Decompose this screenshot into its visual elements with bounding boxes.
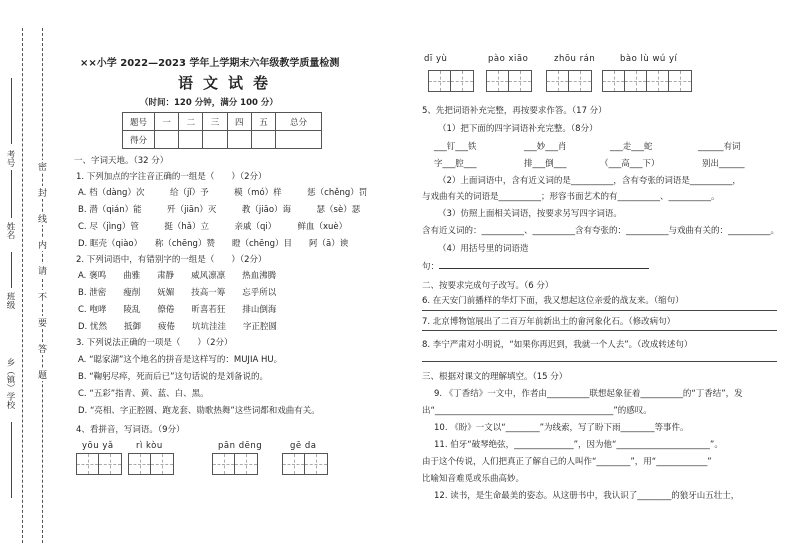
q4-pinyin: pān dēng: [218, 441, 263, 451]
q12-text: 12. 读书，是生命最美的姿态。从这册书中，我认识了________的狼牙山五壮士，: [434, 491, 740, 501]
q10-text: 10. 《盼》一文以“________”为线索，写了盼下雨________等事件。: [434, 423, 689, 433]
exam-title: 语文试卷: [178, 74, 279, 92]
time-score: （时间：120 分钟，满分 100 分）: [140, 98, 278, 108]
q11-line2: 由于这个传说，人们把真正了解自己的人叫作“________”，用“____________”: [422, 457, 712, 467]
seal-char: 内: [37, 238, 48, 251]
q5-blank[interactable]: ___妙___肖: [524, 142, 567, 152]
q2-option-b: B. 泄密 瘦削 妩媚 技高一筹 忘乎所以: [78, 288, 277, 298]
q1-option-b: B. 潜（qián）能 歼（jiān）灭 教（jiāo）诲 瑟（sè）瑟: [78, 205, 361, 215]
xuexiao-label: 乡（镇）学校: [5, 358, 15, 409]
top-pinyin: pào xiāo: [488, 54, 529, 64]
binding-dashed-line-outer: [22, 28, 23, 543]
q3-option-b: B. “鞠躬尽瘁，死而后已”这句话说的是刘备说的。: [78, 372, 269, 382]
q11-line3: 比喻知音难觅或乐曲高妙。: [422, 474, 525, 484]
xingming-label: 姓名: [5, 222, 15, 239]
q1-option-d: D. 眶壳（qiào） 称（chēng）赞 瞪（chēng）目 阿（ā）谀: [78, 239, 349, 249]
seal-char: 答: [37, 342, 48, 355]
q5-blank[interactable]: ___走___蛇: [610, 142, 653, 152]
writing-grid[interactable]: [486, 70, 532, 92]
q5-blank[interactable]: 别出______: [702, 159, 745, 169]
banji-field[interactable]: [11, 252, 12, 288]
score-row-label: 得分: [123, 131, 155, 149]
score-header-cell: 五: [251, 113, 275, 131]
q5-sub1: （1）把下面的四字词语补充完整。（8分）: [438, 124, 598, 134]
banji-label: 班级: [5, 292, 15, 309]
kaohao-label: 考号: [5, 150, 15, 167]
q5-sub3: （3）仿照上面相关词语，按要求另写四字词语。: [438, 209, 622, 219]
kaohao-field[interactable]: [11, 78, 12, 144]
q1-option-a: A. 档（dàng）次 给（jǐ）予 模（mó）样 惩（chěng）罚: [78, 188, 368, 198]
q5-blank[interactable]: ______有词: [698, 142, 741, 152]
q4-stem: 4、看拼音，写词语。（9分）: [76, 425, 185, 435]
q8-text: 8. 李宁严肃对小明说，“如果你再迟到，我就一个人去”。（改成转述句）: [422, 340, 693, 350]
score-cell[interactable]: [251, 131, 275, 149]
writing-grid[interactable]: [602, 70, 692, 92]
writing-grid[interactable]: [282, 453, 328, 475]
q5-blank[interactable]: ___钉___铁: [434, 142, 477, 152]
q3-option-c: C. “五彩”指青、黄、蓝、白、黑。: [78, 389, 209, 399]
q7-text: 7. 北京博物馆展出了二百万年前新出土的畲河象化石。（修改病句）: [422, 317, 676, 327]
score-header-cell: 总分: [276, 113, 322, 131]
seal-char: 要: [37, 316, 48, 329]
binding-dashed-line-inner: [42, 28, 43, 543]
seal-char: 密: [37, 160, 48, 173]
seal-char: 不: [37, 290, 48, 303]
q2-option-c: C. 咆哮 陵乱 僚倦 昕喜若狂 排山倒海: [78, 305, 277, 315]
q1-option-c: C. 尽（jìng）管 挺（hǎ）立 亲戚（qi） 鲜血（xuè）: [78, 222, 348, 232]
q2-option-a: A. 褒鸣 曲雅 肃静 威风凛凛 热血沸腾: [78, 271, 277, 281]
q3-option-a: A. “聪家湖”这个地名的拼音是这样写的：MUJIA HU。: [78, 355, 283, 365]
right-column: [420, 0, 790, 550]
left-column: [74, 0, 408, 550]
q6-answer-line[interactable]: [422, 310, 777, 311]
writing-grid[interactable]: [428, 70, 474, 92]
q9-line1: 9. 《丁香结》一文中，作者由__________联想起象征着__________的“丁香结”，发: [434, 389, 743, 399]
seal-char: 封: [37, 186, 48, 199]
score-header-cell: 二: [179, 113, 203, 131]
q5-blank[interactable]: 排___倒___: [524, 159, 567, 169]
xingming-field[interactable]: [11, 170, 12, 218]
q3-stem: 3. 下列说法正确的一项是（ ）（2分）: [76, 338, 233, 348]
q11-line1: 11. 伯牙“破琴绝弦，______________”，因为他“______________________”。: [434, 440, 723, 450]
q8-answer-line[interactable]: [422, 361, 777, 362]
score-cell[interactable]: [276, 131, 322, 149]
q9-line2: 出“__________________________________________”的感叹。: [422, 406, 652, 416]
score-header-cell: 题号: [123, 113, 155, 131]
writing-grid[interactable]: [546, 70, 592, 92]
score-cell[interactable]: [179, 131, 203, 149]
q5-stem: 5、先把词语补充完整，再按要求作答。（17 分）: [422, 106, 607, 116]
section1-heading: 一、字词天地。（32 分）: [74, 156, 169, 166]
top-pinyin: bào lù wú yí: [620, 54, 678, 64]
score-header-cell: 四: [227, 113, 251, 131]
q5-sub3-line: 含有近义词的：__________、__________含有夸张的：__________与戏曲有关的：__________。: [422, 226, 780, 236]
section3-heading: 三、根据对课文的理解填空。（15 分）: [422, 372, 568, 382]
score-cell[interactable]: [203, 131, 227, 149]
q5-sub4: （4）用括号里的词语造: [438, 244, 529, 254]
seal-char: 线: [37, 212, 48, 225]
section2-heading: 二、按要求完成句子改写。（6 分）: [422, 281, 554, 291]
q5-sub2-line2: 与戏曲有关的词语是__________；形容书面艺术的有__________、__________。: [422, 192, 720, 202]
score-table: [122, 112, 322, 149]
q6-text: 6. 在天安门前播样的华灯下面，我又想起这位亲爱的战友来。（缩句）: [422, 296, 684, 306]
q2-option-d: D. 忧然 抵御 疲倦 坑坑洼洼 字正腔圆: [78, 322, 277, 332]
q4-pinyin: rì kòu: [136, 441, 163, 451]
q2-stem: 2. 下列词语中，有错别字的一组是（ ）（2分）: [76, 255, 267, 265]
q5-blank[interactable]: 字___腔___: [434, 159, 477, 169]
score-header-cell: 一: [155, 113, 179, 131]
q5-blank[interactable]: （___高___下）: [600, 159, 660, 169]
school-title: ××小学 2022—2023 学年上学期末六年级教学质量检测: [80, 58, 340, 69]
score-cell[interactable]: [227, 131, 251, 149]
top-pinyin: dī yù: [424, 54, 448, 64]
seal-char: 请: [37, 264, 48, 277]
writing-grid[interactable]: [76, 453, 122, 475]
q4-pinyin: gē da: [290, 441, 317, 451]
score-header-cell: 三: [203, 113, 227, 131]
binding-strip: [0, 0, 75, 550]
seal-char: 题: [37, 368, 48, 381]
q1-stem: 1. 下列加点的字注音正确的一组是（ ）（2分）: [76, 172, 267, 182]
q5-sub2-line1: （2）上面词语中，含有近义词的是__________，含有夸张的词语是__________，: [438, 176, 741, 186]
score-cell[interactable]: [155, 131, 179, 149]
q5-sub4-answer-line[interactable]: [439, 260, 649, 269]
writing-grid[interactable]: [212, 453, 258, 475]
q4-pinyin: yōu yǎ: [82, 441, 114, 451]
top-pinyin: zhōu rán: [554, 54, 596, 64]
q3-option-d: D. “亮相、字正腔圆、跑龙套、勋歌热舞”这些词都和戏曲有关。: [78, 406, 320, 416]
q5-sub4-line: [422, 260, 649, 272]
q7-answer-line[interactable]: [422, 330, 777, 331]
writing-grid[interactable]: [128, 453, 174, 475]
q5-sub4-prefix: 句：: [422, 262, 440, 272]
xuexiao-field[interactable]: [11, 422, 12, 498]
